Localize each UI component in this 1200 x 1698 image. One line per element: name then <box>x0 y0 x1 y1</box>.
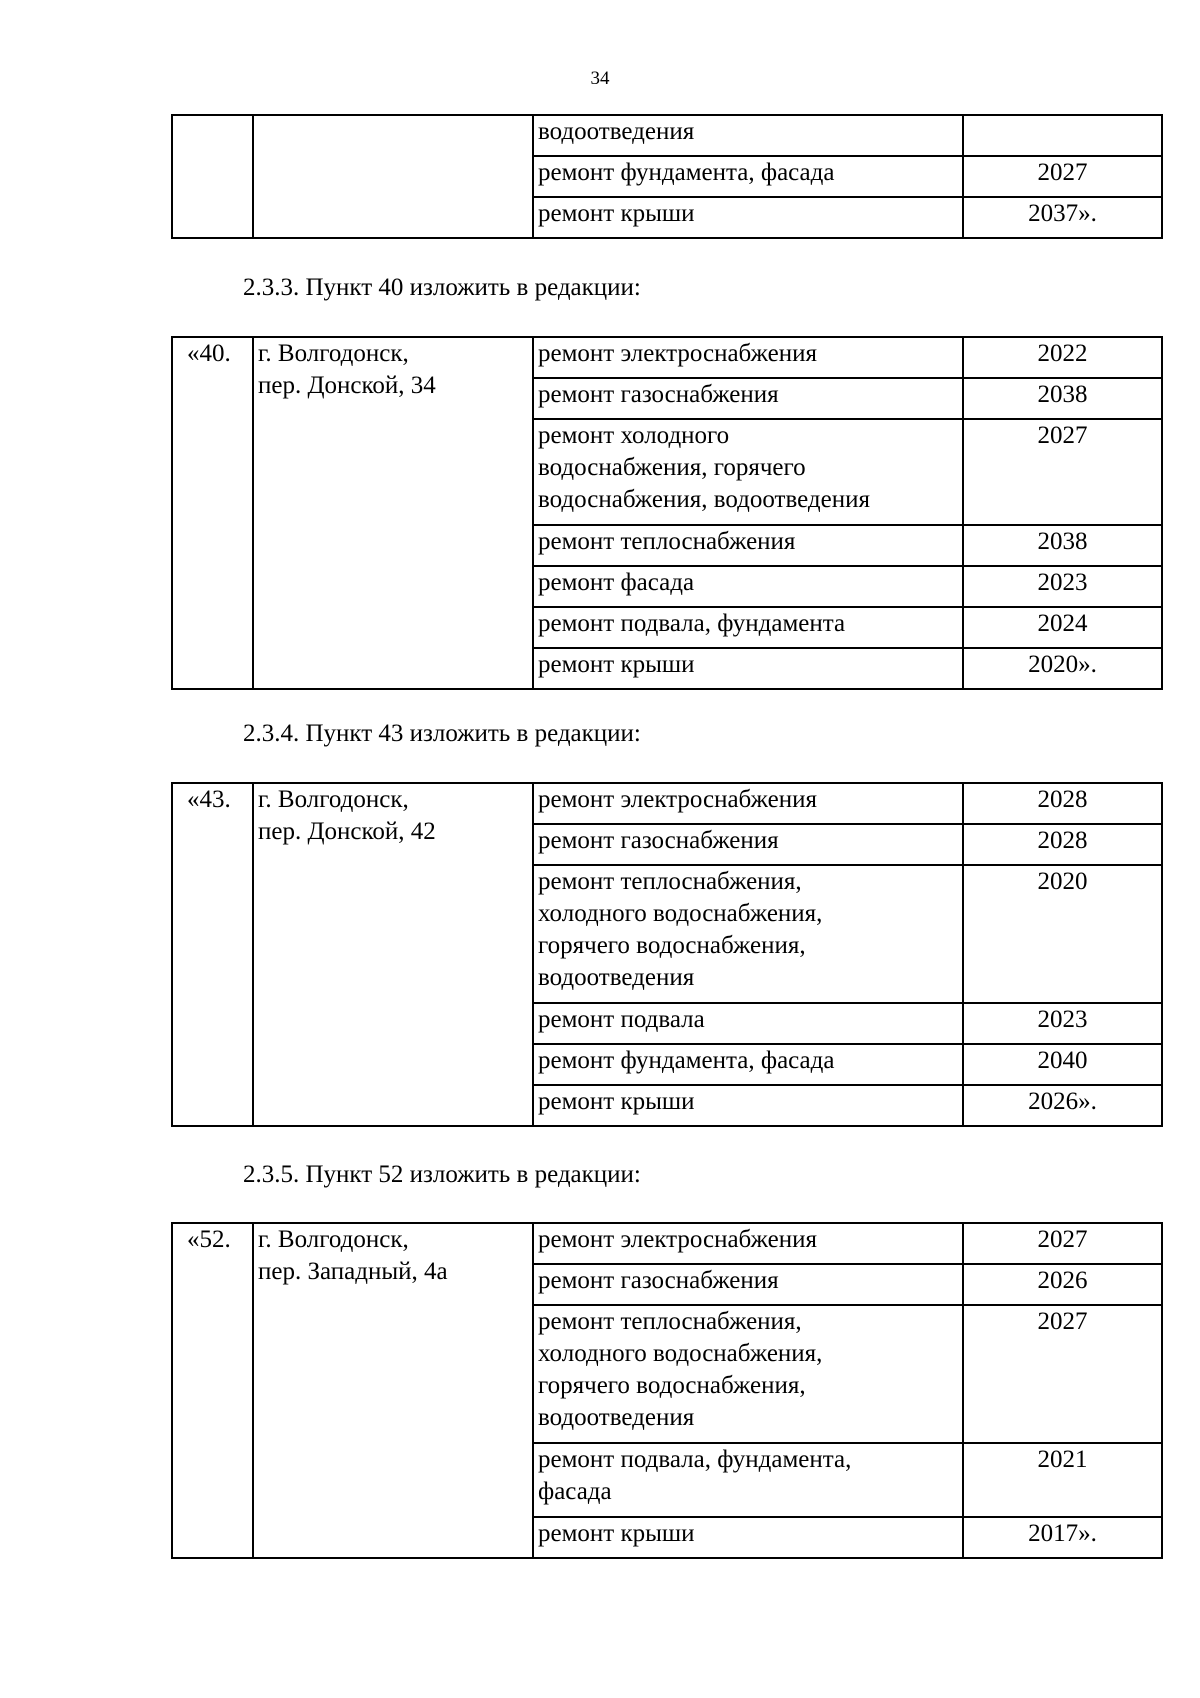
num-cell <box>172 115 253 238</box>
year-cell: 2024 <box>963 607 1162 648</box>
table-row <box>172 337 1162 378</box>
year-cell: 2038 <box>963 525 1162 566</box>
work-cell: ремонт электроснабжения <box>533 783 963 824</box>
work-cell: ремонт крыши <box>533 197 963 238</box>
work-cell: ремонт газоснабжения <box>533 378 963 419</box>
work-cell: ремонт подвала, фундамента <box>533 607 963 648</box>
year-cell: 2027 <box>963 1223 1162 1264</box>
table-row <box>172 1223 1162 1264</box>
work-cell: ремонт подвала, фундамента, фасада <box>533 1443 963 1517</box>
year-cell: 2028 <box>963 824 1162 865</box>
year-cell: 2020 <box>963 865 1162 1003</box>
work-cell: водоотведения <box>533 115 963 156</box>
item-43-table <box>171 782 1163 1127</box>
work-cell: ремонт фундамента, фасада <box>533 1044 963 1085</box>
year-cell: 2027 <box>963 1305 1162 1443</box>
address-cell: г. Волгодонск, пер. Донской, 34 <box>253 337 533 689</box>
year-cell: 2022 <box>963 337 1162 378</box>
table-row <box>172 115 1162 156</box>
address-cell: г. Волгодонск, пер. Западный, 4а <box>253 1223 533 1558</box>
address-cell <box>253 115 533 238</box>
work-cell: ремонт подвала <box>533 1003 963 1044</box>
year-cell: 2040 <box>963 1044 1162 1085</box>
year-cell: 2028 <box>963 783 1162 824</box>
year-cell: 2026 <box>963 1264 1162 1305</box>
section-heading: 2.3.4. Пункт 43 изложить в редакции: <box>243 720 641 747</box>
year-cell: 2023 <box>963 566 1162 607</box>
work-cell: ремонт теплоснабжения, холодного водоснабжения, горячего водоснабжения, водоотведения <box>533 1305 963 1443</box>
year-cell: 2038 <box>963 378 1162 419</box>
continuation-table <box>171 114 1163 239</box>
year-cell: 2021 <box>963 1443 1162 1517</box>
work-cell: ремонт газоснабжения <box>533 824 963 865</box>
work-cell: ремонт теплоснабжения <box>533 525 963 566</box>
item-number: «43. <box>172 783 253 1126</box>
item-40-table <box>171 336 1163 690</box>
table-row <box>172 783 1162 824</box>
year-cell: 2020». <box>963 648 1162 689</box>
year-cell: 2027 <box>963 156 1162 197</box>
year-cell: 2037». <box>963 197 1162 238</box>
section-heading: 2.3.3. Пункт 40 изложить в редакции: <box>243 274 641 301</box>
work-cell: ремонт крыши <box>533 648 963 689</box>
year-cell: 2023 <box>963 1003 1162 1044</box>
work-cell: ремонт электроснабжения <box>533 1223 963 1264</box>
item-number: «40. <box>172 337 253 689</box>
item-52-table <box>171 1222 1163 1559</box>
work-cell: ремонт фасада <box>533 566 963 607</box>
year-cell: 2017». <box>963 1517 1162 1558</box>
section-heading: 2.3.5. Пункт 52 изложить в редакции: <box>243 1161 641 1188</box>
work-cell: ремонт крыши <box>533 1085 963 1126</box>
work-cell: ремонт холодного водоснабжения, горячего водоснабжения, водоотведения <box>533 419 963 525</box>
work-cell: ремонт фундамента, фасада <box>533 156 963 197</box>
year-cell: 2027 <box>963 419 1162 525</box>
page-number: 34 <box>590 68 610 89</box>
year-cell <box>963 115 1162 156</box>
year-cell: 2026». <box>963 1085 1162 1126</box>
work-cell: ремонт крыши <box>533 1517 963 1558</box>
work-cell: ремонт теплоснабжения, холодного водоснабжения, горячего водоснабжения, водоотведения <box>533 865 963 1003</box>
work-cell: ремонт электроснабжения <box>533 337 963 378</box>
work-cell: ремонт газоснабжения <box>533 1264 963 1305</box>
address-cell: г. Волгодонск, пер. Донской, 42 <box>253 783 533 1126</box>
item-number: «52. <box>172 1223 253 1558</box>
